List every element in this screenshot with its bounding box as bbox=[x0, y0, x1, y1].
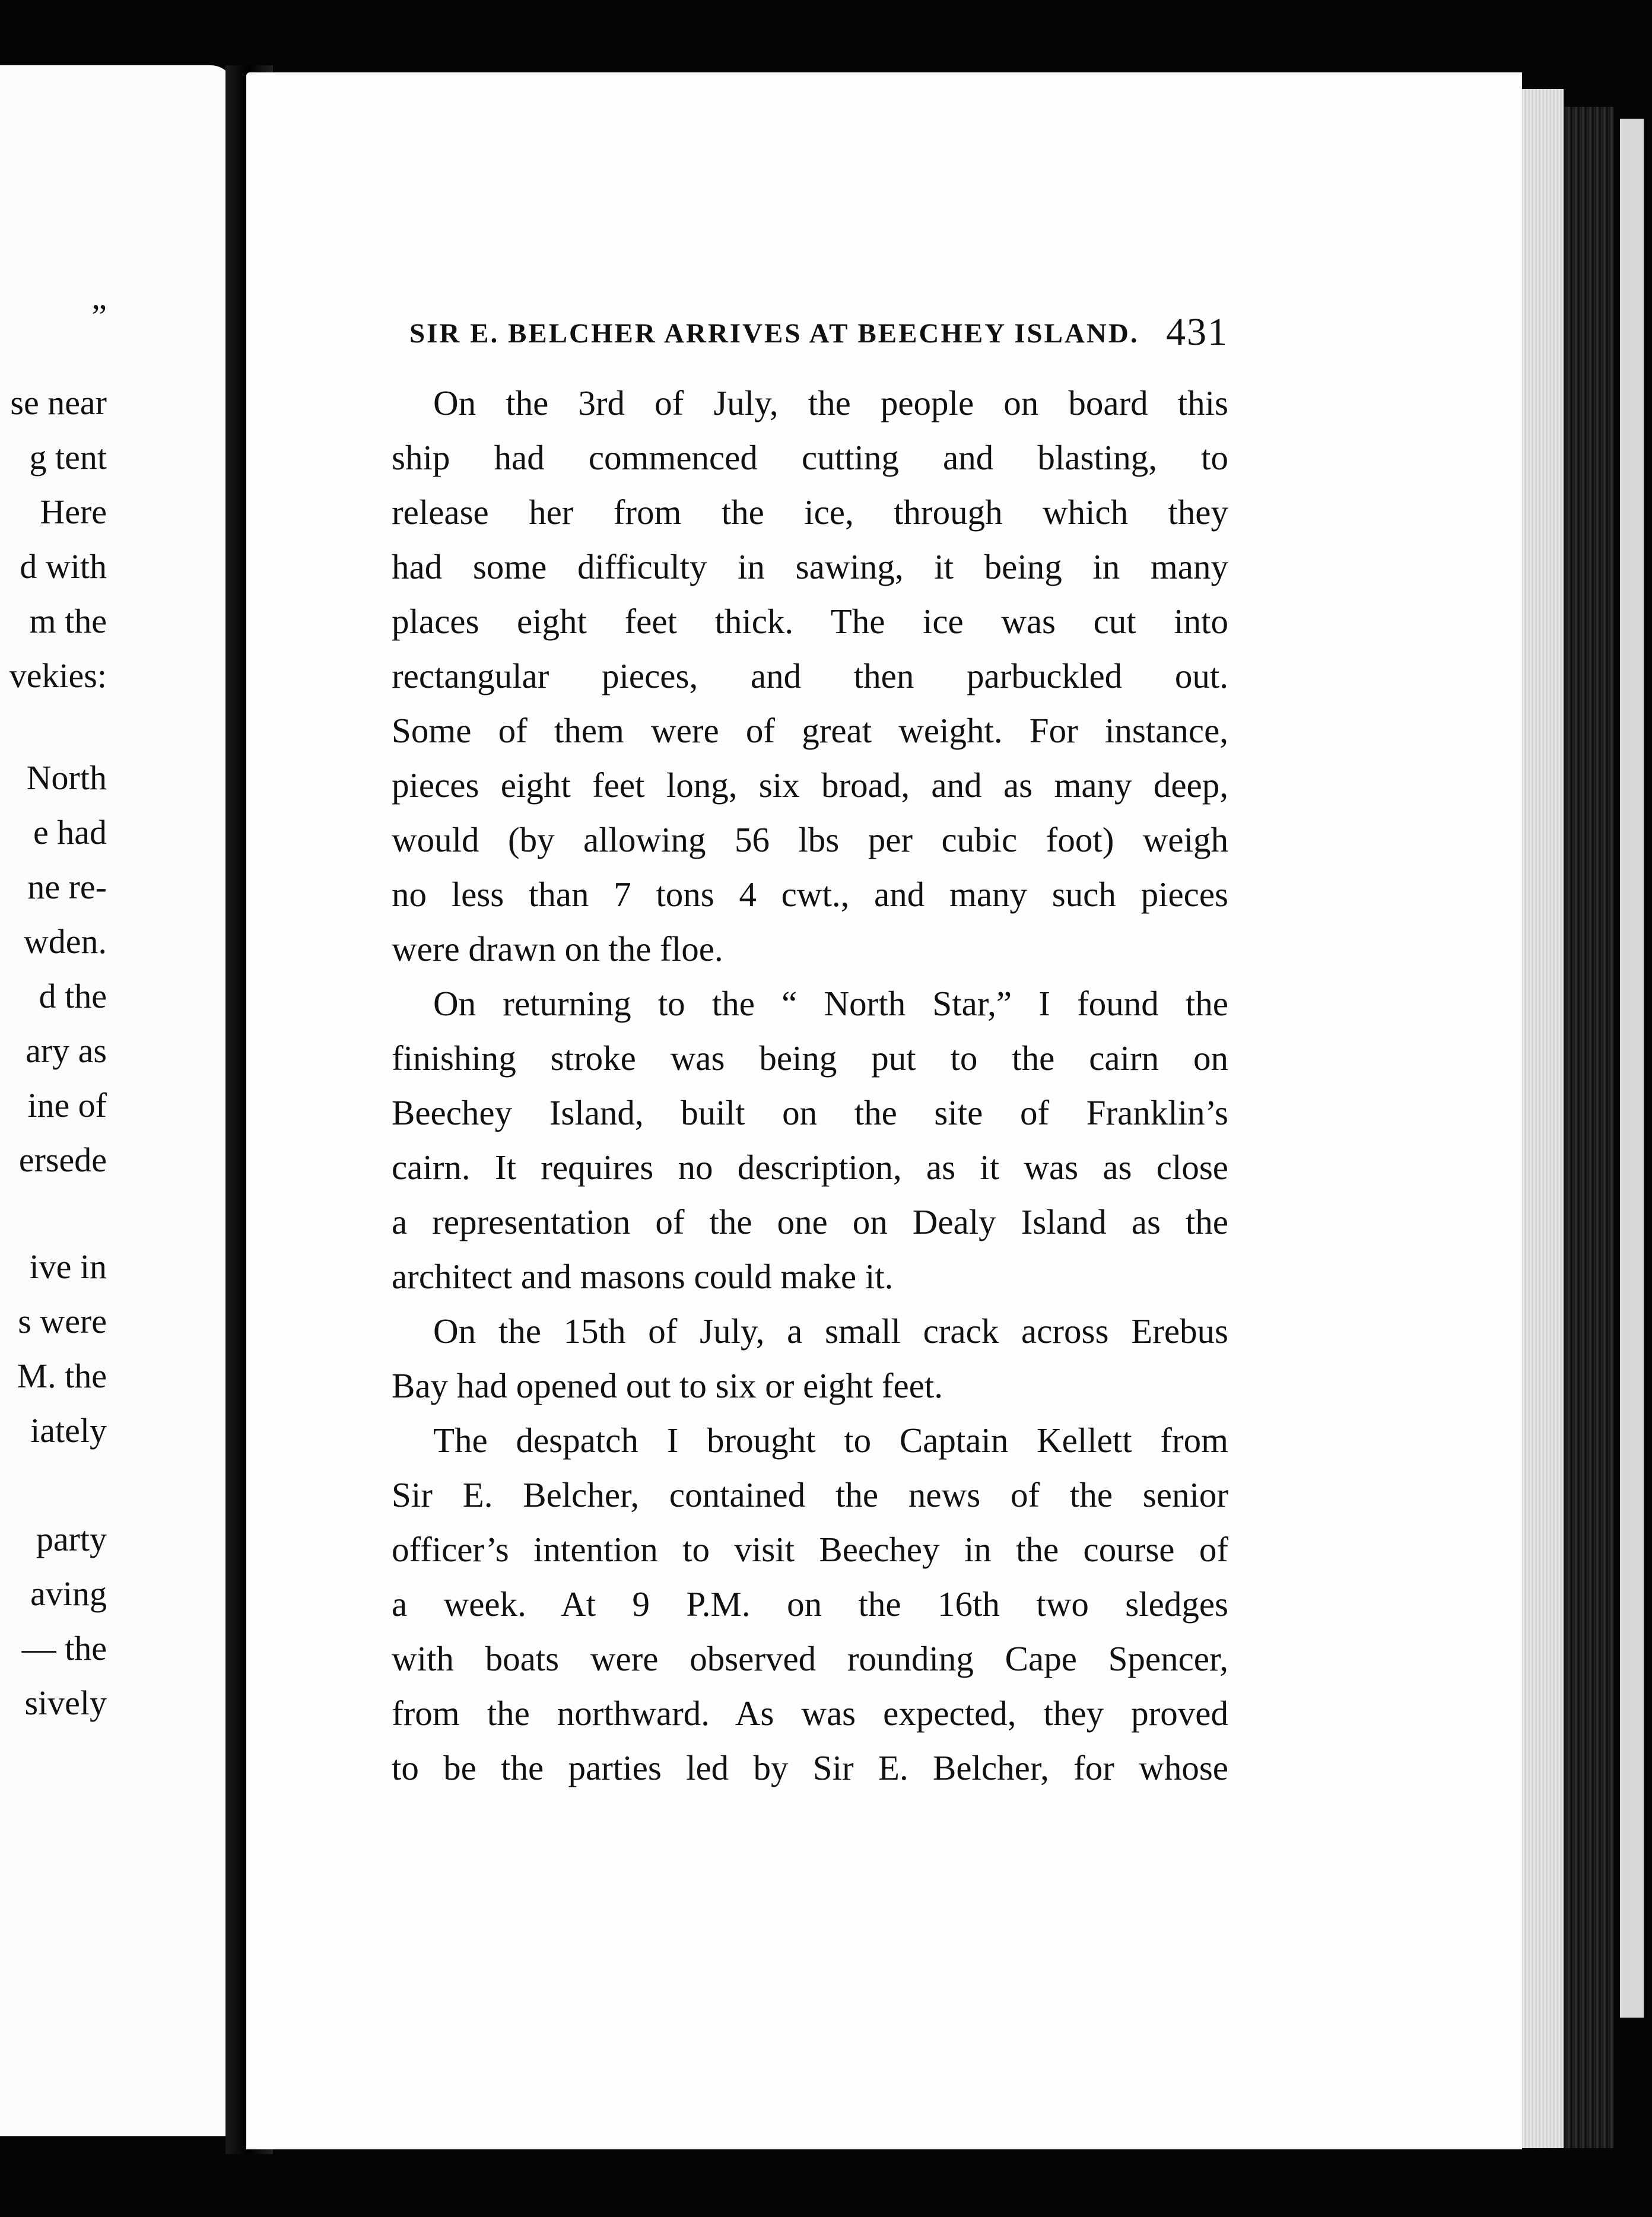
text-line: pieces eight feet long, six broad, and as many deep, bbox=[392, 766, 1228, 805]
facing-line: ary as bbox=[26, 1031, 107, 1070]
text-line: from the northward. As was expected, they proved bbox=[392, 1694, 1228, 1733]
facing-line: party bbox=[36, 1520, 107, 1558]
facing-line: sively bbox=[24, 1684, 107, 1722]
facing-line: aving bbox=[30, 1574, 107, 1613]
text-line: Some of them were of great weight. For instance, bbox=[392, 711, 1228, 750]
text-line: places eight feet thick. The ice was cut into bbox=[392, 602, 1228, 641]
facing-line: d the bbox=[39, 977, 107, 1015]
text-line: had some difficulty in sawing, it being in many bbox=[392, 547, 1228, 586]
text-line: Bay had opened out to six or eight feet. bbox=[392, 1366, 943, 1405]
facing-line: iately bbox=[30, 1411, 107, 1450]
facing-line: ” bbox=[91, 297, 107, 336]
running-head: SIR E. BELCHER ARRIVES AT BEECHEY ISLAND. bbox=[409, 318, 1139, 349]
facing-page bbox=[0, 65, 234, 2136]
facing-line: ersede bbox=[18, 1141, 107, 1179]
text-line: cairn. It requires no description, as it was as close bbox=[392, 1148, 1228, 1187]
text-line: no less than 7 tons 4 cwt., and many such pieces bbox=[392, 875, 1228, 914]
facing-line: wden. bbox=[23, 922, 107, 961]
facing-page-text bbox=[0, 65, 107, 2136]
text-line: ship had commenced cutting and blasting, to bbox=[392, 438, 1228, 477]
text-line: Sir E. Belcher, contained the news of the senior bbox=[392, 1475, 1228, 1514]
text-line: architect and masons could make it. bbox=[392, 1257, 894, 1296]
text-line: The despatch I brought to Captain Kellett from bbox=[433, 1421, 1228, 1460]
facing-line: d with bbox=[20, 547, 107, 586]
text-line: release her from the ice, through which they bbox=[392, 493, 1228, 532]
facing-line: s were bbox=[18, 1302, 107, 1341]
facing-line: ine of bbox=[27, 1086, 107, 1125]
facing-line: e had bbox=[33, 813, 107, 852]
facing-line: vekies: bbox=[9, 656, 107, 695]
page-number: 431 bbox=[1166, 310, 1228, 354]
facing-line: ne re- bbox=[27, 868, 107, 906]
text-line: to be the parties led by Sir E. Belcher, for whose bbox=[392, 1748, 1228, 1787]
next-page-edge bbox=[1620, 119, 1644, 2018]
text-line: were drawn on the floe. bbox=[392, 929, 723, 968]
facing-line: m the bbox=[29, 602, 107, 640]
text-line: Beechey Island, built on the site of Franklin’s bbox=[392, 1093, 1228, 1132]
text-line: officer’s intention to visit Beechey in the course of bbox=[392, 1530, 1228, 1569]
text-line: a week. At 9 P.M. on the 16th two sledges bbox=[392, 1584, 1228, 1624]
text-line: On returning to the “ North Star,” I found the bbox=[433, 984, 1228, 1023]
text-line: with boats were observed rounding Cape Spencer, bbox=[392, 1639, 1228, 1678]
facing-line: g tent bbox=[29, 438, 107, 477]
text-line: a representation of the one on Dealy Island as the bbox=[392, 1202, 1228, 1241]
text-line: On the 15th of July, a small crack across Erebus bbox=[433, 1311, 1228, 1351]
facing-line: se near bbox=[10, 383, 107, 422]
facing-line: — the bbox=[21, 1629, 107, 1667]
text-line: On the 3rd of July, the people on board this bbox=[433, 383, 1228, 423]
facing-line: Here bbox=[40, 493, 107, 531]
facing-line: ive in bbox=[29, 1247, 107, 1286]
facing-line: North bbox=[26, 758, 107, 797]
facing-line: M. the bbox=[17, 1357, 107, 1395]
text-line: rectangular pieces, and then parbuckled out. bbox=[392, 656, 1228, 695]
text-line: finishing stroke was being put to the cairn on bbox=[392, 1038, 1228, 1078]
text-line: would (by allowing 56 lbs per cubic foot) weigh bbox=[392, 820, 1228, 859]
